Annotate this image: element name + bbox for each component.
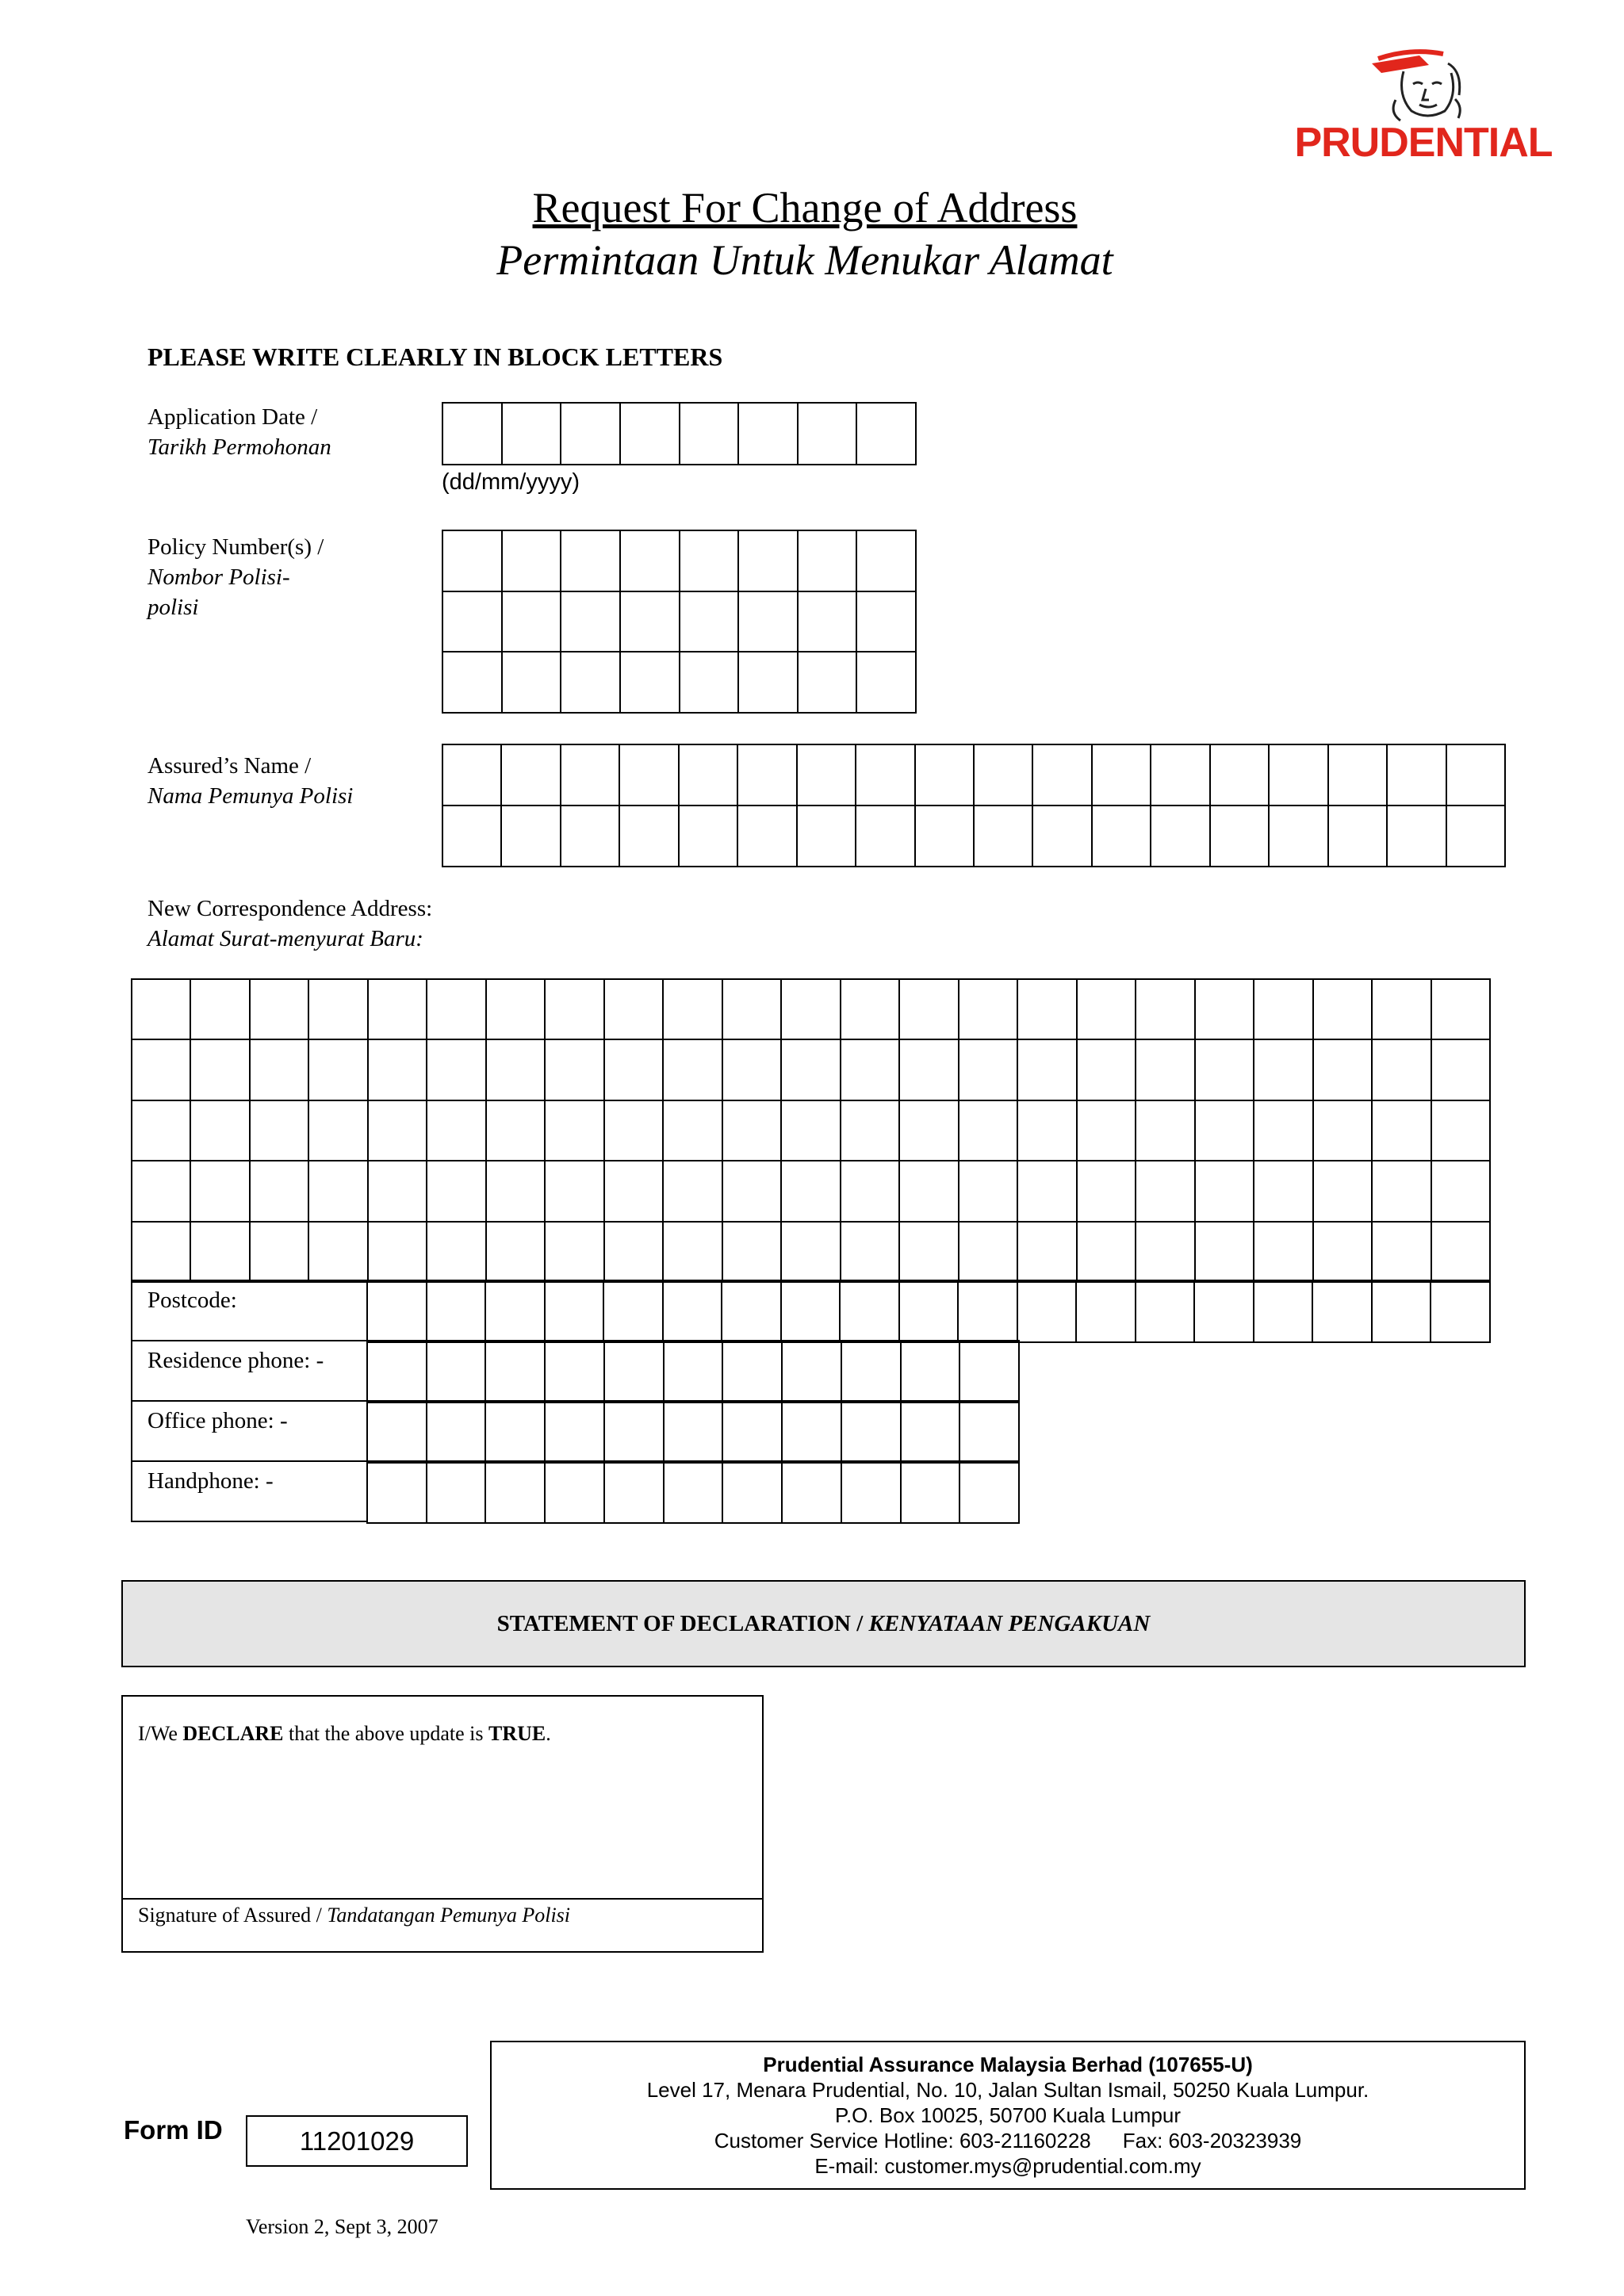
char-box[interactable] bbox=[190, 1039, 251, 1101]
char-box[interactable] bbox=[898, 1221, 959, 1283]
char-box[interactable] bbox=[544, 1400, 605, 1464]
application-date-grid[interactable] bbox=[442, 402, 915, 464]
char-box[interactable] bbox=[679, 651, 739, 714]
prudential-logo bbox=[1293, 32, 1554, 166]
char-box[interactable] bbox=[737, 402, 799, 465]
char-box[interactable] bbox=[856, 651, 917, 714]
char-box[interactable] bbox=[500, 744, 561, 806]
instruction-text: PLEASE WRITE CLEARLY IN BLOCK LETTERS bbox=[147, 342, 723, 371]
char-box[interactable] bbox=[1371, 1280, 1431, 1343]
char-box[interactable] bbox=[1386, 805, 1447, 867]
residence-phone-label-cell bbox=[131, 1340, 368, 1402]
char-box[interactable] bbox=[366, 1280, 427, 1343]
char-box[interactable] bbox=[426, 1340, 486, 1403]
char-box[interactable] bbox=[796, 805, 856, 867]
char-box[interactable] bbox=[898, 978, 959, 1040]
char-box[interactable] bbox=[958, 1039, 1018, 1101]
char-box[interactable] bbox=[560, 805, 620, 867]
char-box[interactable] bbox=[603, 1221, 664, 1283]
char-box[interactable] bbox=[308, 1100, 369, 1161]
postcode-grid[interactable] bbox=[366, 1280, 1489, 1341]
char-box[interactable] bbox=[1253, 1100, 1314, 1161]
char-box[interactable] bbox=[560, 651, 621, 714]
char-box[interactable] bbox=[619, 530, 680, 592]
application-date-label-ms: Tarikh Permohonan bbox=[147, 434, 331, 460]
char-box[interactable] bbox=[1371, 978, 1432, 1040]
char-box[interactable] bbox=[855, 744, 916, 806]
char-box[interactable] bbox=[1194, 1160, 1254, 1223]
char-box[interactable] bbox=[544, 1039, 605, 1101]
char-box[interactable] bbox=[1312, 1100, 1373, 1161]
char-box[interactable] bbox=[485, 1400, 546, 1464]
declaration-text-post: . bbox=[546, 1722, 551, 1745]
char-box[interactable] bbox=[1032, 805, 1093, 867]
company-info-box bbox=[490, 2041, 1526, 2190]
char-box[interactable] bbox=[721, 1280, 782, 1343]
handphone-label-cell bbox=[131, 1460, 368, 1522]
assured-name-label-ms: Nama Pemunya Polisi bbox=[147, 783, 354, 809]
declaration-box bbox=[121, 1695, 764, 1953]
company-address-1: Level 17, Menara Prudential, No. 10, Jalan Sultan Ismail, 50250 Kuala Lumpur. bbox=[646, 2078, 1369, 2102]
char-box[interactable] bbox=[958, 1221, 1018, 1283]
char-box[interactable] bbox=[781, 1400, 842, 1464]
char-box[interactable] bbox=[780, 1100, 841, 1161]
handphone-label: Handphone: - bbox=[147, 1468, 274, 1494]
assured-name-grid[interactable] bbox=[442, 744, 1504, 866]
char-box[interactable] bbox=[367, 978, 427, 1040]
declaration-header bbox=[121, 1580, 1526, 1667]
char-box[interactable] bbox=[841, 1400, 902, 1464]
char-box[interactable] bbox=[308, 1221, 369, 1283]
char-box[interactable] bbox=[619, 591, 680, 652]
char-box[interactable] bbox=[190, 1221, 251, 1283]
char-box[interactable] bbox=[426, 1400, 486, 1464]
char-box[interactable] bbox=[603, 1340, 665, 1403]
char-box[interactable] bbox=[900, 1340, 960, 1403]
char-box[interactable] bbox=[1135, 1221, 1196, 1283]
char-box[interactable] bbox=[485, 1280, 546, 1343]
postcode-label-cell bbox=[131, 1280, 368, 1341]
char-box[interactable] bbox=[501, 591, 561, 652]
char-box[interactable] bbox=[1194, 1039, 1254, 1101]
assured-name-label: Assured’s Name / bbox=[147, 753, 312, 779]
char-box[interactable] bbox=[501, 651, 561, 714]
char-box[interactable] bbox=[603, 1039, 664, 1101]
char-box[interactable] bbox=[1371, 1039, 1432, 1101]
char-box[interactable] bbox=[603, 1400, 665, 1464]
char-box[interactable] bbox=[914, 744, 975, 806]
form-id-value: 11201029 bbox=[299, 2126, 415, 2156]
company-email: E-mail: customer.mys@prudential.com.my bbox=[814, 2154, 1201, 2178]
char-box[interactable] bbox=[485, 1221, 546, 1283]
char-box[interactable] bbox=[1075, 1280, 1136, 1343]
char-box[interactable] bbox=[560, 402, 621, 465]
handphone-grid[interactable] bbox=[366, 1460, 1018, 1522]
form-id-box bbox=[246, 2115, 468, 2167]
char-box[interactable] bbox=[1327, 744, 1388, 806]
char-box[interactable] bbox=[1091, 805, 1151, 867]
char-box[interactable] bbox=[560, 591, 621, 652]
char-box[interactable] bbox=[131, 1039, 191, 1101]
char-box[interactable] bbox=[722, 1160, 782, 1223]
char-box[interactable] bbox=[898, 1160, 959, 1223]
char-box[interactable] bbox=[959, 1340, 1020, 1403]
char-box[interactable] bbox=[249, 1100, 309, 1161]
char-box[interactable] bbox=[249, 1221, 309, 1283]
char-box[interactable] bbox=[1194, 978, 1254, 1040]
char-box[interactable] bbox=[1371, 1160, 1432, 1223]
char-box[interactable] bbox=[797, 530, 857, 592]
char-box[interactable] bbox=[1312, 1160, 1373, 1223]
char-box[interactable] bbox=[797, 651, 857, 714]
char-box[interactable] bbox=[722, 1460, 783, 1524]
char-box[interactable] bbox=[485, 1039, 546, 1101]
char-box[interactable] bbox=[957, 1280, 1018, 1343]
signature-label bbox=[138, 1901, 570, 1930]
char-box[interactable] bbox=[367, 1160, 427, 1223]
char-box[interactable] bbox=[780, 1160, 841, 1223]
char-box[interactable] bbox=[1312, 1221, 1373, 1283]
char-box[interactable] bbox=[501, 530, 561, 592]
char-box[interactable] bbox=[1431, 978, 1491, 1040]
char-box[interactable] bbox=[366, 1460, 427, 1524]
char-box[interactable] bbox=[619, 651, 680, 714]
char-box[interactable] bbox=[1135, 1100, 1196, 1161]
char-box[interactable] bbox=[1017, 1039, 1078, 1101]
char-box[interactable] bbox=[663, 1460, 723, 1524]
char-box[interactable] bbox=[426, 1280, 486, 1343]
char-box[interactable] bbox=[603, 1160, 664, 1223]
char-box[interactable] bbox=[1268, 744, 1329, 806]
char-box[interactable] bbox=[485, 1340, 546, 1403]
char-box[interactable] bbox=[840, 1039, 900, 1101]
office-phone-grid[interactable] bbox=[366, 1400, 1018, 1462]
char-box[interactable] bbox=[442, 805, 502, 867]
char-box[interactable] bbox=[1312, 978, 1373, 1040]
char-box[interactable] bbox=[797, 402, 857, 465]
char-box[interactable] bbox=[619, 744, 680, 806]
char-box[interactable] bbox=[603, 978, 664, 1040]
char-box[interactable] bbox=[442, 591, 503, 652]
char-box[interactable] bbox=[900, 1400, 960, 1464]
char-box[interactable] bbox=[426, 1221, 487, 1283]
brand-wordmark: PRUDENTIAL bbox=[1294, 120, 1553, 166]
char-box[interactable] bbox=[840, 1221, 900, 1283]
char-box[interactable] bbox=[190, 1160, 251, 1223]
char-box[interactable] bbox=[1312, 1280, 1373, 1343]
declaration-statement bbox=[138, 1722, 551, 1746]
prudence-face-icon bbox=[1293, 32, 1554, 127]
char-box[interactable] bbox=[663, 1340, 723, 1403]
char-box[interactable] bbox=[1446, 744, 1506, 806]
char-box[interactable] bbox=[1253, 1280, 1313, 1343]
residence-phone-grid[interactable] bbox=[366, 1340, 1018, 1402]
office-phone-label: Office phone: - bbox=[147, 1408, 288, 1433]
char-box[interactable] bbox=[662, 978, 723, 1040]
char-box[interactable] bbox=[1209, 805, 1270, 867]
char-box[interactable] bbox=[131, 1160, 191, 1223]
declaration-header-en: STATEMENT OF DECLARATION / bbox=[496, 1611, 869, 1636]
char-box[interactable] bbox=[780, 1039, 841, 1101]
char-box[interactable] bbox=[190, 978, 251, 1040]
char-box[interactable] bbox=[1076, 1039, 1136, 1101]
char-box[interactable] bbox=[544, 1160, 605, 1223]
char-box[interactable] bbox=[544, 978, 605, 1040]
char-box[interactable] bbox=[1253, 1039, 1314, 1101]
address-label-ms: Alamat Surat-menyurat Baru: bbox=[147, 926, 423, 951]
char-box[interactable] bbox=[485, 978, 546, 1040]
char-box[interactable] bbox=[1253, 978, 1314, 1040]
char-box[interactable] bbox=[1135, 978, 1196, 1040]
char-box[interactable] bbox=[959, 1400, 1020, 1464]
char-box[interactable] bbox=[308, 978, 369, 1040]
declaration-declare-word: DECLARE bbox=[182, 1722, 284, 1745]
char-box[interactable] bbox=[367, 1221, 427, 1283]
char-box[interactable] bbox=[855, 805, 916, 867]
char-box[interactable] bbox=[781, 1340, 842, 1403]
char-box[interactable] bbox=[426, 1039, 487, 1101]
char-box[interactable] bbox=[367, 1039, 427, 1101]
char-box[interactable] bbox=[619, 402, 680, 465]
company-fax: Fax: 603-20323939 bbox=[1122, 2129, 1302, 2152]
char-box[interactable] bbox=[426, 1100, 487, 1161]
signature-line bbox=[123, 1898, 762, 1900]
char-box[interactable] bbox=[1431, 1100, 1491, 1161]
char-box[interactable] bbox=[1076, 1221, 1136, 1283]
page-subtitle: Permintaan Untuk Menukar Alamat bbox=[496, 236, 1113, 284]
char-box[interactable] bbox=[856, 530, 917, 592]
char-box[interactable] bbox=[190, 1100, 251, 1161]
char-box[interactable] bbox=[678, 805, 738, 867]
char-box[interactable] bbox=[662, 1160, 723, 1223]
char-box[interactable] bbox=[560, 744, 620, 806]
char-box[interactable] bbox=[958, 1160, 1018, 1223]
signature-area[interactable] bbox=[123, 1752, 762, 1898]
char-box[interactable] bbox=[544, 1280, 604, 1343]
char-box[interactable] bbox=[442, 530, 503, 592]
char-box[interactable] bbox=[442, 402, 503, 465]
char-box[interactable] bbox=[1193, 1280, 1254, 1343]
char-box[interactable] bbox=[1017, 978, 1078, 1040]
form-id-label: Form ID bbox=[124, 2115, 223, 2145]
char-box[interactable] bbox=[722, 1039, 782, 1101]
char-box[interactable] bbox=[485, 1100, 546, 1161]
char-box[interactable] bbox=[797, 591, 857, 652]
char-box[interactable] bbox=[1076, 1100, 1136, 1161]
char-box[interactable] bbox=[958, 1100, 1018, 1161]
char-box[interactable] bbox=[1076, 1160, 1136, 1223]
declaration-text-pre: I/We bbox=[138, 1722, 183, 1745]
char-box[interactable] bbox=[544, 1100, 605, 1161]
char-box[interactable] bbox=[308, 1039, 369, 1101]
char-box[interactable] bbox=[544, 1460, 605, 1524]
char-box[interactable] bbox=[1194, 1100, 1254, 1161]
char-box[interactable] bbox=[1032, 744, 1093, 806]
char-box[interactable] bbox=[841, 1460, 902, 1524]
char-box[interactable] bbox=[426, 978, 487, 1040]
char-box[interactable] bbox=[131, 1100, 191, 1161]
char-box[interactable] bbox=[1386, 744, 1447, 806]
char-box[interactable] bbox=[662, 1039, 723, 1101]
char-box[interactable] bbox=[544, 1340, 605, 1403]
char-box[interactable] bbox=[679, 402, 739, 465]
char-box[interactable] bbox=[1253, 1221, 1314, 1283]
char-box[interactable] bbox=[679, 591, 739, 652]
char-box[interactable] bbox=[1135, 1160, 1196, 1223]
char-box[interactable] bbox=[662, 1100, 723, 1161]
char-box[interactable] bbox=[426, 1460, 486, 1524]
char-box[interactable] bbox=[898, 1280, 959, 1343]
char-box[interactable] bbox=[485, 1160, 546, 1223]
company-contact bbox=[492, 2128, 1524, 2153]
char-box[interactable] bbox=[367, 1100, 427, 1161]
char-box[interactable] bbox=[678, 744, 738, 806]
char-box[interactable] bbox=[1017, 1160, 1078, 1223]
char-box[interactable] bbox=[722, 1400, 783, 1464]
policy-number-label: Policy Number(s) / bbox=[147, 534, 324, 560]
char-box[interactable] bbox=[781, 1460, 842, 1524]
company-hotline: Customer Service Hotline: 603-21160228 bbox=[714, 2129, 1091, 2152]
char-box[interactable] bbox=[1194, 1221, 1254, 1283]
char-box[interactable] bbox=[1135, 1280, 1195, 1343]
char-box[interactable] bbox=[249, 978, 309, 1040]
char-box[interactable] bbox=[737, 530, 799, 592]
char-box[interactable] bbox=[603, 1460, 665, 1524]
char-box[interactable] bbox=[131, 1221, 191, 1283]
char-box[interactable] bbox=[1135, 1039, 1196, 1101]
char-box[interactable] bbox=[722, 1100, 782, 1161]
char-box[interactable] bbox=[722, 978, 782, 1040]
policy-number-label-ms-2: polisi bbox=[147, 595, 199, 620]
char-box[interactable] bbox=[249, 1160, 309, 1223]
char-box[interactable] bbox=[1371, 1221, 1432, 1283]
char-box[interactable] bbox=[780, 1280, 841, 1343]
declaration-header-ms: KENYATAAN PENGAKUAN bbox=[868, 1611, 1151, 1636]
signature-label-ms: Tandatangan Pemunya Polisi bbox=[327, 1904, 571, 1927]
company-address-2: P.O. Box 10025, 50700 Kuala Lumpur bbox=[834, 2103, 1182, 2127]
char-box[interactable] bbox=[1076, 978, 1136, 1040]
char-box[interactable] bbox=[898, 1100, 959, 1161]
char-box[interactable] bbox=[249, 1039, 309, 1101]
char-box[interactable] bbox=[856, 402, 917, 465]
char-box[interactable] bbox=[662, 1280, 722, 1343]
office-phone-label-cell bbox=[131, 1400, 368, 1462]
char-box[interactable] bbox=[722, 1340, 783, 1403]
char-box[interactable] bbox=[973, 805, 1033, 867]
char-box[interactable] bbox=[958, 978, 1018, 1040]
char-box[interactable] bbox=[898, 1039, 959, 1101]
char-box[interactable] bbox=[131, 978, 191, 1040]
char-box[interactable] bbox=[560, 530, 621, 592]
char-box[interactable] bbox=[1446, 805, 1506, 867]
declaration-true-word: TRUE bbox=[488, 1722, 546, 1745]
char-box[interactable] bbox=[1150, 744, 1211, 806]
char-box[interactable] bbox=[442, 651, 503, 714]
char-box[interactable] bbox=[796, 744, 856, 806]
char-box[interactable] bbox=[500, 805, 561, 867]
char-box[interactable] bbox=[840, 978, 900, 1040]
char-box[interactable] bbox=[780, 978, 841, 1040]
char-box[interactable] bbox=[1327, 805, 1388, 867]
char-box[interactable] bbox=[619, 805, 680, 867]
date-format-hint: (dd/mm/yyyy) bbox=[442, 469, 580, 495]
char-box[interactable] bbox=[1431, 1160, 1491, 1223]
policy-number-label-ms-1: Nombor Polisi- bbox=[147, 564, 290, 590]
char-box[interactable] bbox=[737, 805, 798, 867]
char-box[interactable] bbox=[900, 1460, 960, 1524]
char-box[interactable] bbox=[840, 1160, 900, 1223]
char-box[interactable] bbox=[1430, 1280, 1491, 1343]
char-box[interactable] bbox=[308, 1160, 369, 1223]
char-box[interactable] bbox=[1268, 805, 1329, 867]
char-box[interactable] bbox=[485, 1460, 546, 1524]
char-box[interactable] bbox=[973, 744, 1033, 806]
declaration-text-mid: that the above update is bbox=[283, 1722, 489, 1745]
char-box[interactable] bbox=[442, 744, 502, 806]
char-box[interactable] bbox=[1371, 1100, 1432, 1161]
company-name: Prudential Assurance Malaysia Berhad (107655-U) bbox=[763, 2053, 1253, 2076]
char-box[interactable] bbox=[737, 591, 799, 652]
version-text: Version 2, Sept 3, 2007 bbox=[246, 2215, 439, 2238]
char-box[interactable] bbox=[663, 1400, 723, 1464]
char-box[interactable] bbox=[959, 1460, 1020, 1524]
char-box[interactable] bbox=[840, 1100, 900, 1161]
char-box[interactable] bbox=[780, 1221, 841, 1283]
char-box[interactable] bbox=[722, 1221, 782, 1283]
char-box[interactable] bbox=[1209, 744, 1270, 806]
application-date-label: Application Date / bbox=[147, 404, 318, 430]
char-box[interactable] bbox=[1312, 1039, 1373, 1101]
char-box[interactable] bbox=[841, 1340, 902, 1403]
char-box[interactable] bbox=[856, 591, 917, 652]
char-box[interactable] bbox=[1091, 744, 1151, 806]
char-box[interactable] bbox=[1017, 1280, 1077, 1343]
char-box[interactable] bbox=[839, 1280, 900, 1343]
char-box[interactable] bbox=[366, 1400, 427, 1464]
address-label: New Correspondence Address: bbox=[147, 896, 433, 921]
char-box[interactable] bbox=[603, 1100, 664, 1161]
char-box[interactable] bbox=[1017, 1100, 1078, 1161]
char-box[interactable] bbox=[914, 805, 975, 867]
char-box[interactable] bbox=[426, 1160, 487, 1223]
signature-label-en: Signature of Assured / bbox=[138, 1904, 327, 1927]
policy-number-grid[interactable] bbox=[442, 530, 915, 712]
char-box[interactable] bbox=[737, 651, 799, 714]
char-box[interactable] bbox=[366, 1340, 427, 1403]
char-box[interactable] bbox=[1431, 1221, 1491, 1283]
page-title: Request For Change of Address bbox=[532, 184, 1078, 232]
char-box[interactable] bbox=[1150, 805, 1211, 867]
address-grid[interactable] bbox=[131, 978, 1489, 1281]
char-box[interactable] bbox=[1253, 1160, 1314, 1223]
postcode-label: Postcode: bbox=[147, 1288, 237, 1313]
char-box[interactable] bbox=[679, 530, 739, 592]
char-box[interactable] bbox=[1431, 1039, 1491, 1101]
char-box[interactable] bbox=[501, 402, 561, 465]
char-box[interactable] bbox=[662, 1221, 723, 1283]
char-box[interactable] bbox=[1017, 1221, 1078, 1283]
char-box[interactable] bbox=[544, 1221, 605, 1283]
char-box[interactable] bbox=[737, 744, 798, 806]
residence-phone-label: Residence phone: - bbox=[147, 1348, 324, 1373]
char-box[interactable] bbox=[603, 1280, 664, 1343]
